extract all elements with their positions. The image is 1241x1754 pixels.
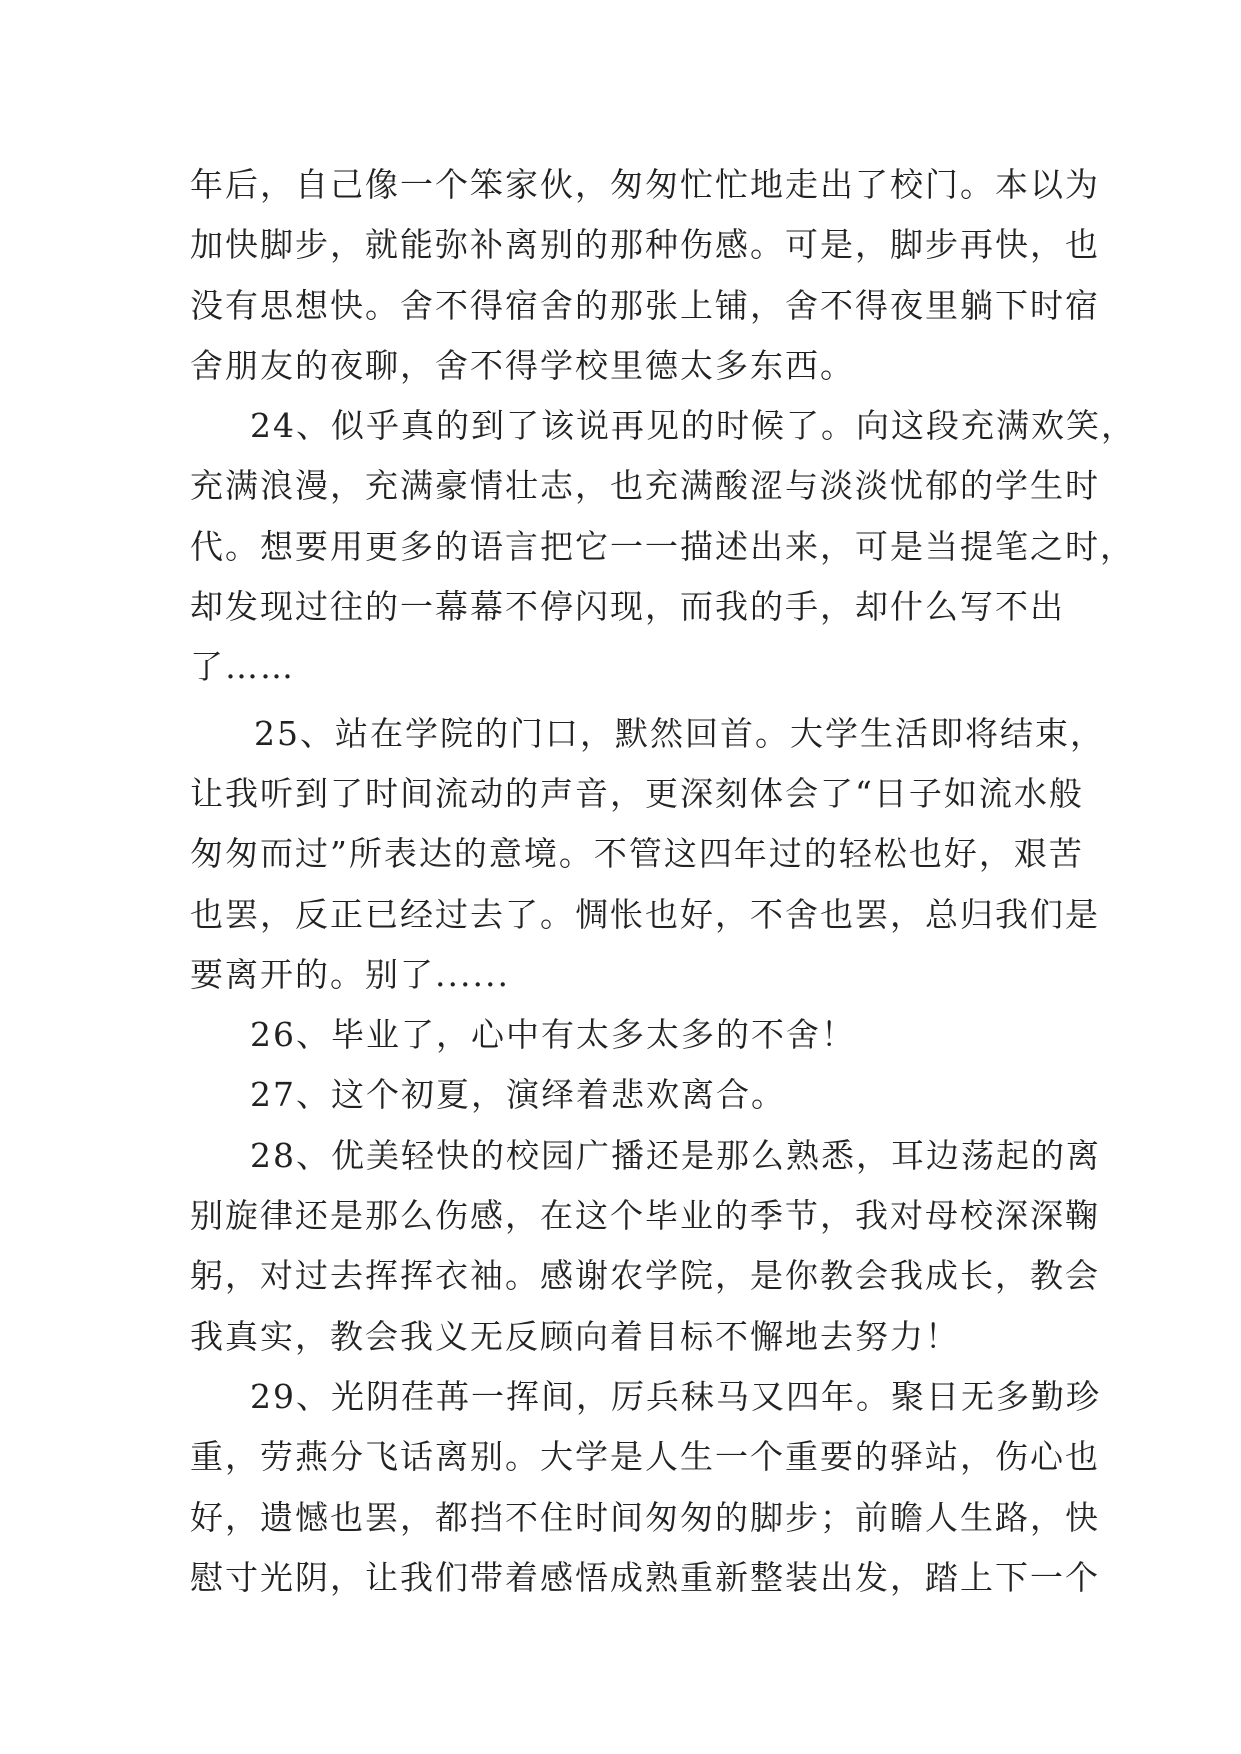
text-line: 代。想要用更多的语言把它一一描述出来，可是当提笔之时， [190,526,1135,566]
text-line: 加快脚步，就能弥补离别的那种伤感。可是，脚步再快，也 [190,225,1100,265]
text-line: 却发现过往的一幕幕不停闪现，而我的手，却什么写不出 [190,587,1065,627]
paragraph-24-start: 24、似乎真的到了该说再见的时候了。向这段充满欢笑， [250,406,1136,446]
text-line: 躬，对过去挥挥衣袖。感谢农学院，是你教会我成长，教会 [190,1256,1100,1296]
text-line: 要离开的。别了...... [190,954,510,994]
paragraph-27: 27、这个初夏，演绎着悲欢离合。 [250,1075,786,1115]
paragraph-28-start: 28、优美轻快的校园广播还是那么熟悉，耳边荡起的离 [250,1135,1101,1175]
paragraph-25-start: 25、站在学院的门口，默然回首。大学生活即将结束， [254,713,1105,753]
text-line: 年后，自己像一个笨家伙，匆匆忙忙地走出了校门。本以为 [190,165,1100,204]
document-body [190,155,1136,1608]
text-line: 好，遗憾也罢，都挡不住时间匆匆的脚步；前瞻人生路，快 [190,1497,1100,1537]
paragraph-29-start: 29、光阴荏苒一挥间，厉兵秣马又四年。聚日无多勤珍 [250,1376,1101,1416]
text-line: 没有思想快。舍不得宿舍的那张上铺，舍不得夜里躺下时宿 [190,285,1100,325]
text-line: 我真实，教会我义无反顾向着目标不懈地去努力！ [190,1316,960,1356]
text-line: 舍朋友的夜聊，舍不得学校里德太多东西。 [190,345,855,385]
text-line: 匆匆而过”所表达的意境。不管这四年过的轻松也好，艰苦 [190,834,1084,874]
text-line: 让我听到了时间流动的声音，更深刻体会了“日子如流水般 [190,773,1084,813]
text-line: 了…… [190,647,295,687]
text-line: 别旋律还是那么伤感，在这个毕业的季节，我对母校深深鞠 [190,1196,1100,1236]
text-line: 慰寸光阴，让我们带着感悟成熟重新整装出发，踏上下一个 [190,1557,1100,1597]
text-line: 重，劳燕分飞话离别。大学是人生一个重要的驿站，伤心也 [190,1437,1100,1477]
text-line: 充满浪漫，充满豪情壮志，也充满酸涩与淡淡忧郁的学生时 [190,466,1100,506]
text-line: 也罢，反正已经过去了。惆怅也好，不舍也罢，总归我们是 [190,894,1100,934]
paragraph-26: 26、毕业了，心中有太多太多的不舍！ [250,1015,856,1055]
